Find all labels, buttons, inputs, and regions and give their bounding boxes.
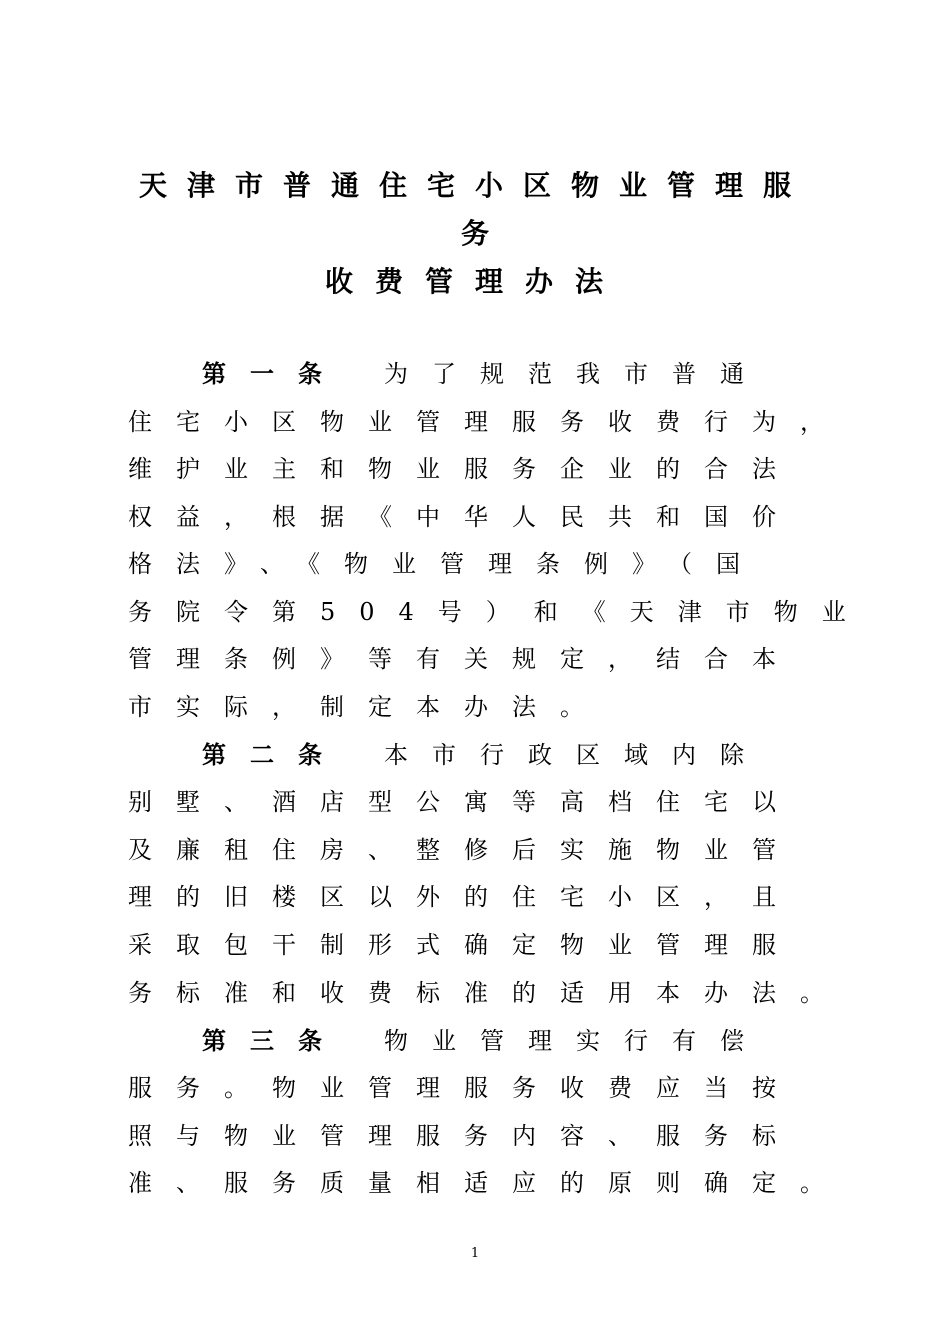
article-3-first-line — [128, 1021, 848, 1061]
page-number: 1 — [470, 1246, 480, 1261]
article-3-line-1: 物业管理实行有偿 — [384, 1027, 768, 1055]
article-1-line-2: 住宅小区物业管理服务收费行为， — [128, 408, 848, 436]
article-1-line-1: 为了规范我市普通 — [384, 360, 768, 388]
article-2-line-2: 别墅、酒店型公寓等高档住宅以 — [128, 788, 800, 816]
article-3-line-2: 服务。物业管理服务收费应当按 — [128, 1074, 800, 1102]
document-title-line-3: 收费管理办法 — [324, 265, 625, 298]
article-2-line-1: 本市行政区域内除 — [384, 741, 768, 769]
article-3-line-3: 照与物业管理服务内容、服务标 — [128, 1122, 800, 1150]
document-title-line-1: 天津市普通住宅小区物业管理服 — [138, 169, 811, 202]
article-1-line-3: 维护业主和物业服务企业的合法 — [128, 455, 800, 483]
article-2-line-6: 务标准和收费标准的适用本办法。 — [128, 979, 848, 1007]
article-1-line-7: 管理条例》等有关规定，结合本 — [128, 645, 800, 673]
article-2-line-3: 及廉租住房、整修后实施物业管 — [128, 836, 800, 864]
article-3-line-4: 准、服务质量相适应的原则确定。 — [128, 1169, 848, 1197]
article-2-line-4: 理的旧楼区以外的住宅小区，且 — [128, 883, 800, 911]
article-2-line-5: 采取包干制形式确定物业管理服 — [128, 931, 800, 959]
article-1-first-line — [128, 354, 848, 394]
article-2-first-line — [128, 735, 848, 775]
document-title-line-2: 务 — [460, 217, 489, 250]
article-1-line-6: 务院令第504号）和《天津市物业 — [128, 598, 870, 626]
article-3-heading: 第三条 — [202, 1027, 346, 1055]
article-1-line-8: 市实际，制定本办法。 — [128, 693, 608, 721]
article-1-heading: 第一条 — [202, 360, 346, 388]
article-1-line-4: 权益，根据《中华人民共和国价 — [128, 503, 800, 531]
article-1-line-5: 格法》、《物业管理条例》（国 — [128, 550, 764, 578]
article-2-heading: 第二条 — [202, 741, 346, 769]
